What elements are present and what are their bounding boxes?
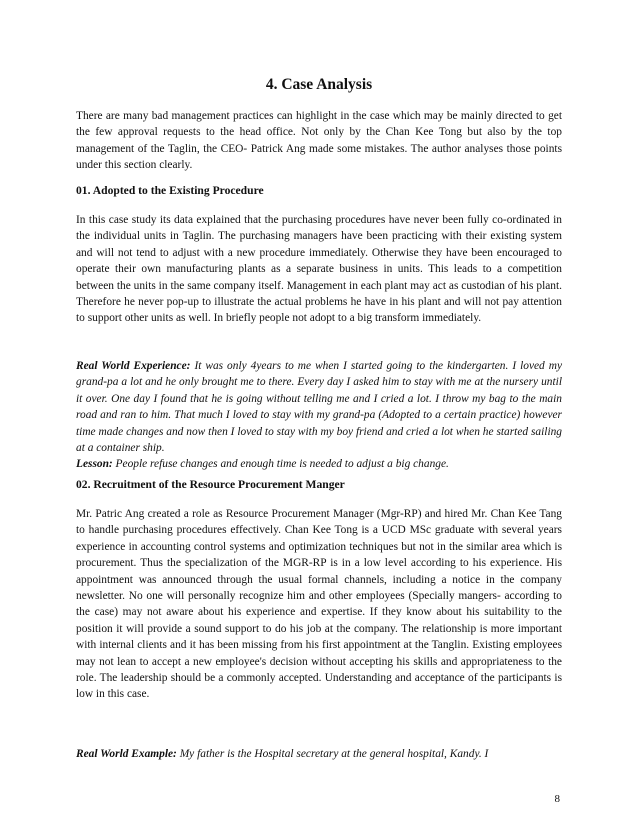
intro-paragraph: There are many bad management practices can highlight in the case which may be mainly directed to get the few approval requests to the head office. Not only by the Chan Kee Tong but also by the top management of the Taglin, the CEO- Patrick Ang made some mistakes. The author analyses those points under this section clearly. bbox=[76, 110, 562, 172]
section-2-example bbox=[76, 746, 562, 762]
lesson-text: People refuse changes and enough time is needed to adjust a big change. bbox=[112, 458, 449, 471]
lesson-label: Lesson: bbox=[76, 458, 113, 471]
section-1-body: In this case study its data explained that the purchasing procedures have never been fully co-ordinated in the individual units in Taglin. The purchasing managers have been practicing with their existing system and will not tend to adjust with a new procedure immediately. Otherwise they have been encouraged to operate their own manufacturing plants as a separate business in units. This leads to a competition between the units in the same company itself. Management in each plant may act as custodian of his plant. Therefore he never pop-up to illustrate the actual problems he have in his plant and will not pay attention to support other units as well. In briefly people not adopt to a big transform immediately. bbox=[76, 214, 562, 325]
experience-label: Real World Experience: bbox=[76, 360, 191, 372]
example-label: Real World Example: bbox=[76, 748, 177, 760]
section-1-heading: 01. Adopted to the Existing Procedure bbox=[76, 184, 264, 197]
section-1-experience bbox=[76, 358, 562, 473]
experience-text: It was only 4years to me when I started going to the kindergarten. I loved my grand-pa a lot and he only brought me to there. Every day I asked him to stay with me at the nursery until it over. One day I found that he is going without telling me and I cried a lot. I throw my bag to the main road and ran to him. That much I loved to stay with my grand-pa (Adopted to a certain practice) however time made changes and now then I loved to stay with my boy friend and cried a lot when he started sailing at a container ship. bbox=[76, 360, 562, 455]
section-2-body: Mr. Patric Ang created a role as Resource Procurement Manager (Mgr-RP) and hired Mr. Chan Kee Tang to handle purchasing procedures effectively. Chan Kee Tong is a UCD MSc graduate with several years experience in accounting control systems and optimization techniques but not in the similar area which is procurement. Thus the specialization of the MGR-RP is in a low level according to his experience. His appointment was announced through the usual formal channels, including a notice in the company newsletter. No one will personally recognize him and other employees (Specially mangers- according to the case) may not aware about his experience and expertise. If they know about his suitability to the position it will provide a sound support to do his job at the company. The relationship is more important with internal clients and it has been missing from his first appointment at the Tanglin. Existing employees may not lean to accept a new employee's decision without accepting his skills and appropriateness to the role. The leadership should be a commonly accepted. Understanding and acceptance of the participants is low in this case. bbox=[76, 508, 562, 701]
page-title: 4. Case Analysis bbox=[265, 76, 373, 93]
section-2-heading: 02. Recruitment of the Resource Procurement Manger bbox=[76, 478, 345, 491]
page-number: 8 bbox=[554, 793, 560, 805]
example-text: My father is the Hospital secretary at the general hospital, Kandy. I bbox=[176, 748, 489, 760]
